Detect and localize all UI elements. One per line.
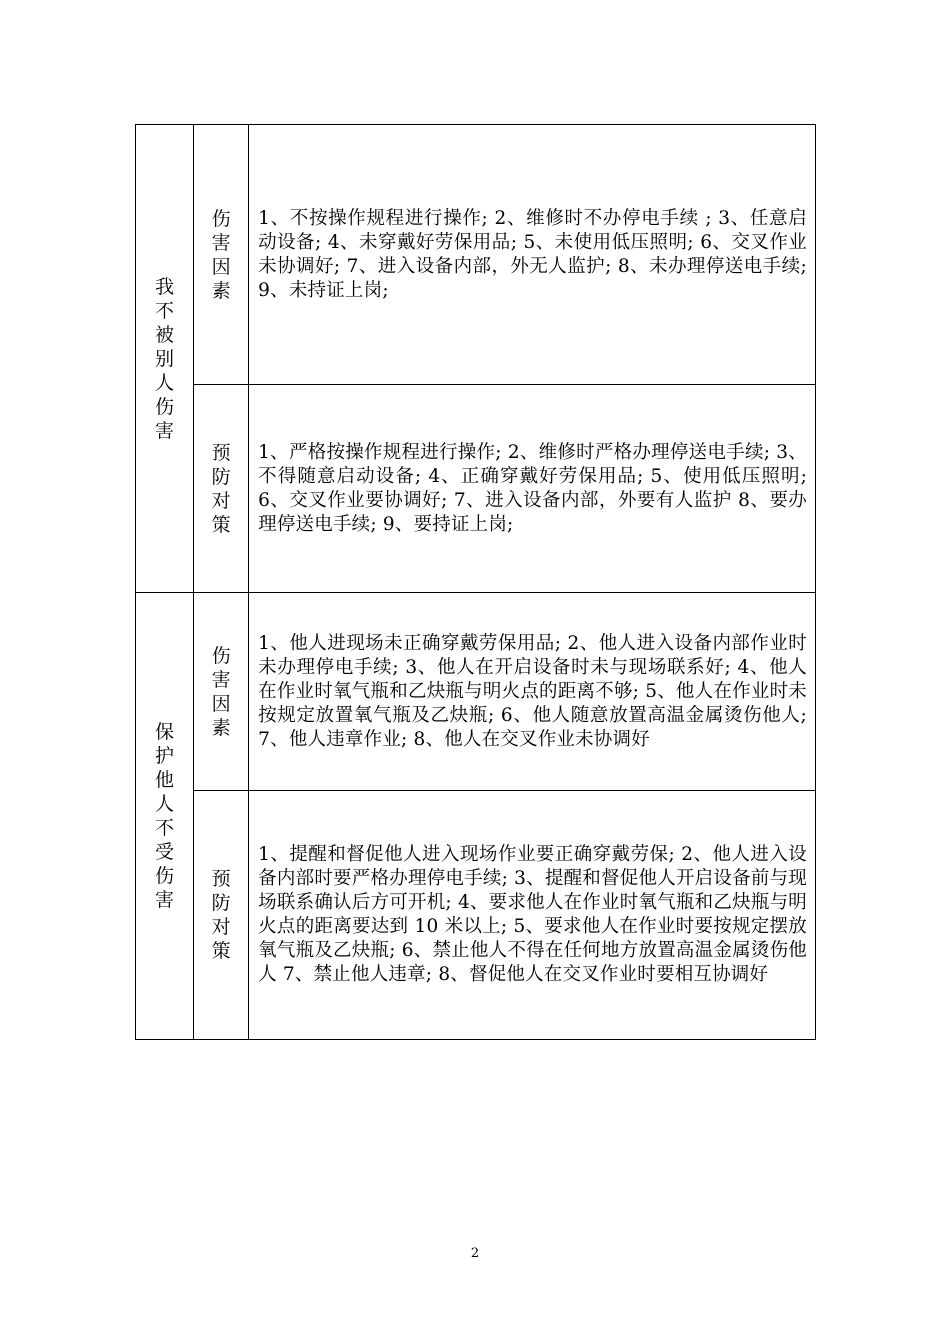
section-title <box>136 275 193 443</box>
label-char: 素 <box>211 716 231 739</box>
label-char: 策 <box>211 940 231 962</box>
row-content: 1、严格按操作规程进行操作; 2、维修时严格办理停送电手续; 3、不得随意启动设备; 4、正确穿戴好劳保用品; 5、使用低压照明; 6、交叉作业要协调好; 7、进入设备内部，外要有人监护 8、要办理停送电手续; 9、要持证上岗; <box>258 441 807 535</box>
label-char: 害 <box>155 889 175 911</box>
label-char: 对 <box>211 489 231 512</box>
row-label-cell <box>194 593 249 791</box>
label-char: 害 <box>211 668 231 691</box>
row-label <box>194 441 248 537</box>
label-char: 被 <box>155 323 175 346</box>
label-char: 对 <box>211 916 231 938</box>
row-label <box>194 207 248 303</box>
row-label-cell <box>194 125 249 385</box>
section-title <box>136 720 193 912</box>
label-char: 因 <box>211 692 231 715</box>
row-content-cell <box>249 593 816 791</box>
label-char: 别 <box>155 347 175 370</box>
row-label-cell <box>194 791 249 1040</box>
row-content-cell <box>249 125 816 385</box>
label-char: 伤 <box>211 644 231 667</box>
label-char: 不 <box>155 299 175 322</box>
section-title-cell <box>136 125 194 593</box>
label-char: 预 <box>211 441 231 464</box>
label-char: 伤 <box>155 865 175 887</box>
label-char: 策 <box>211 513 231 536</box>
hazard-table <box>135 124 816 1040</box>
row-content-cell <box>249 791 816 1040</box>
label-char: 保 <box>155 721 175 743</box>
label-char: 人 <box>155 371 175 394</box>
row-content: 1、提醒和督促他人进入现场作业要正确穿戴劳保; 2、他人进入设备内部时要严格办理停电手续; 3、提醒和督促他人开启设备前与现场联系确认后方可开机; 4、要求他人在作业时氧气瓶和乙炔瓶与明火点的距离要达到 10 米以上; 5、要求他人在作业时要按规定摆放氧气瓶及乙炔瓶; 6、禁止他人不得在任何地方放置高温金属烫伤他人 7、禁止他人违章; 8、督促他人在交叉作业时要相互协调好 <box>258 844 807 985</box>
label-char: 他 <box>155 769 175 791</box>
table-row <box>136 385 816 593</box>
label-char: 防 <box>211 892 231 914</box>
label-char: 因 <box>211 255 231 278</box>
row-content: 1、他人进现场未正确穿戴劳保用品; 2、他人进入设备内部作业时未办理停电手续; 3、他人在开启设备时未与现场联系好; 4、他人在作业时氧气瓶和乙炔瓶与明火点的距离不够; 5、他人在作业时未按规定放置氧气瓶及乙炔瓶; 6、他人随意放置高温金属烫伤他人; 7、他人违章作业; 8、他人在交叉作业未协调好 <box>258 632 807 750</box>
label-char: 护 <box>155 745 175 767</box>
page-number: 2 <box>470 1246 480 1261</box>
row-label-cell <box>194 385 249 593</box>
label-char: 伤 <box>155 395 175 418</box>
table-row <box>136 593 816 791</box>
label-char: 防 <box>211 465 231 488</box>
row-label <box>194 867 248 963</box>
section-title-cell <box>136 593 194 1040</box>
table-row <box>136 791 816 1040</box>
label-char: 我 <box>155 275 175 298</box>
row-label <box>194 644 248 740</box>
label-char: 人 <box>155 793 175 815</box>
row-content: 1、不按操作规程进行操作; 2、维修时不办停电手续 ; 3、任意启动设备; 4、未穿戴好劳保用品; 5、未使用低压照明; 6、交叉作业未协调好; 7、进入设备内部，外无人监护; 8、未办理停送电手续; 9、未持证上岗; <box>258 207 807 301</box>
label-char: 害 <box>155 419 175 442</box>
label-char: 预 <box>211 868 231 890</box>
label-char: 素 <box>211 279 231 302</box>
label-char: 伤 <box>211 207 231 230</box>
label-char: 不 <box>155 817 175 839</box>
label-char: 受 <box>155 841 175 863</box>
row-content-cell <box>249 385 816 593</box>
table-row <box>136 125 816 385</box>
label-char: 害 <box>211 231 231 254</box>
